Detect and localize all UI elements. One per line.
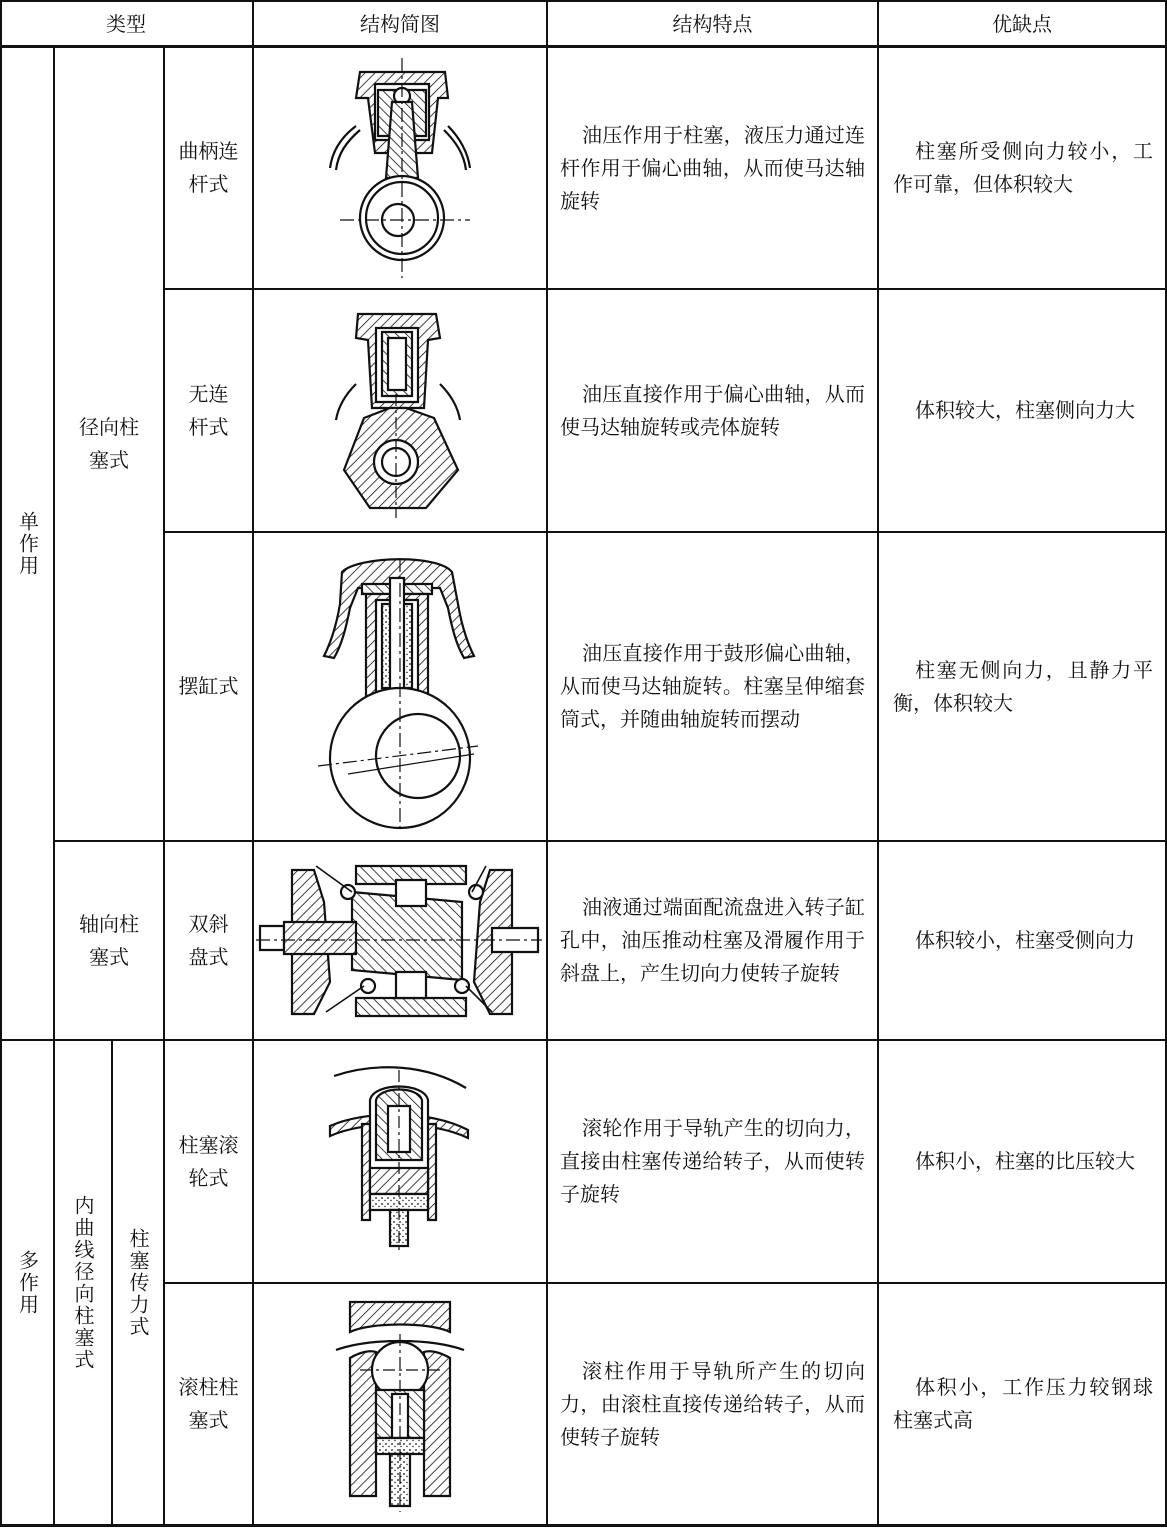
proscons-roller-text: 体积小，柱塞的比压较大: [915, 1149, 1135, 1173]
table-bottom-border: [0, 1524, 1167, 1527]
features-swing-text: 油压直接作用于鼓形偏心曲轴，从而使马达轴旋转。柱塞呈伸缩套筒式，并随曲轴旋转而摆动: [560, 641, 865, 731]
col-divider: [252, 0, 254, 1527]
swing-cylinder-diagram: [318, 548, 482, 830]
proscons-crank-text: 柱塞所受侧向力较小，工作可靠，但体积较大: [893, 139, 1153, 196]
header-pros-cons: 优缺点: [992, 11, 1052, 36]
row-name-rollerplunger-label: 滚柱柱塞式: [178, 1375, 239, 1432]
row-name-rollerplunger: [165, 1284, 252, 1524]
row-name-swash-label: 双斜盘式: [188, 911, 229, 969]
features-roller-text: 滚轮作用于导轨产生的切向力，直接由柱塞传递给转子，从而使转子旋转: [560, 1116, 865, 1206]
proscons-swing: [893, 533, 1153, 840]
group-axial-plunger: [55, 842, 163, 1039]
row-name-swing: [165, 533, 252, 840]
features-swing: [560, 533, 865, 840]
proscons-swash-text: 体积较小，柱塞受侧向力: [915, 928, 1135, 952]
proscons-rollerplunger-text: 体积小，工作压力较钢球柱塞式高: [893, 1375, 1153, 1432]
features-roller: [560, 1041, 865, 1282]
row-name-swing-label: 摆缸式: [178, 674, 239, 698]
features-crank-text: 油压作用于柱塞，液压力通过连杆作用于偏心曲轴，从而使马达轴旋转: [560, 122, 865, 213]
row-name-crank-label: 曲柄连杆式: [178, 139, 239, 196]
group-radial-plunger-label: 径向柱塞式: [79, 415, 139, 472]
row-name-norod: [165, 290, 252, 531]
features-swash-text: 油液通过端面配流盘进入转子缸孔中，油压推动柱塞及滑履作用于斜盘上，产生切向力使转子旋转: [560, 895, 865, 985]
group-radial-plunger: [55, 48, 163, 840]
row-name-roller: [165, 1041, 252, 1282]
row-name-swash: [165, 842, 252, 1039]
features-swash: [560, 842, 865, 1039]
proscons-swing-text: 柱塞无侧向力，且静力平衡，体积较大: [893, 657, 1153, 715]
header-type: 类型: [106, 11, 146, 36]
double-swash-plate-diagram: [256, 862, 542, 1020]
plunger-roller-diagram: [326, 1064, 472, 1252]
crank-connecting-rod-diagram: [320, 58, 480, 280]
group-single-acting: 单作用: [15, 510, 40, 577]
features-crank: [560, 48, 865, 288]
roller-plunger-diagram: [330, 1298, 470, 1514]
proscons-crank: [893, 48, 1153, 288]
row-name-roller-label: 柱塞滚轮式: [178, 1132, 239, 1190]
group-multi-acting: 多作用: [15, 1249, 40, 1316]
row-name-crank: [165, 48, 252, 288]
proscons-roller: [893, 1041, 1153, 1282]
group-plunger-force: 柱塞传力式: [126, 1227, 150, 1338]
proscons-norod: [893, 290, 1153, 531]
features-rollerplunger: [560, 1284, 865, 1524]
features-norod-text: 油压直接作用于偏心曲轴，从而使马达轴旋转或壳体旋转: [560, 381, 865, 439]
proscons-rollerplunger: [893, 1284, 1153, 1524]
proscons-norod-text: 体积较大，柱塞侧向力大: [915, 398, 1135, 422]
group-axial-plunger-label: 轴向柱塞式: [79, 911, 139, 969]
row-name-norod-label: 无连杆式: [188, 381, 229, 439]
group-inner-curve: 内曲线径向柱塞式: [71, 1194, 95, 1371]
header-diagram: 结构简图: [360, 11, 440, 36]
features-norod: [560, 290, 865, 531]
no-rod-diagram: [330, 308, 470, 520]
col-divider: [546, 0, 548, 1527]
features-rollerplunger-text: 滚柱作用于导轨所产生的切向力，由滚柱直接传递给转子，从而使转子旋转: [560, 1358, 865, 1449]
col-divider: [877, 0, 879, 1527]
header-features: 结构特点: [672, 11, 753, 36]
proscons-swash: [893, 842, 1153, 1039]
